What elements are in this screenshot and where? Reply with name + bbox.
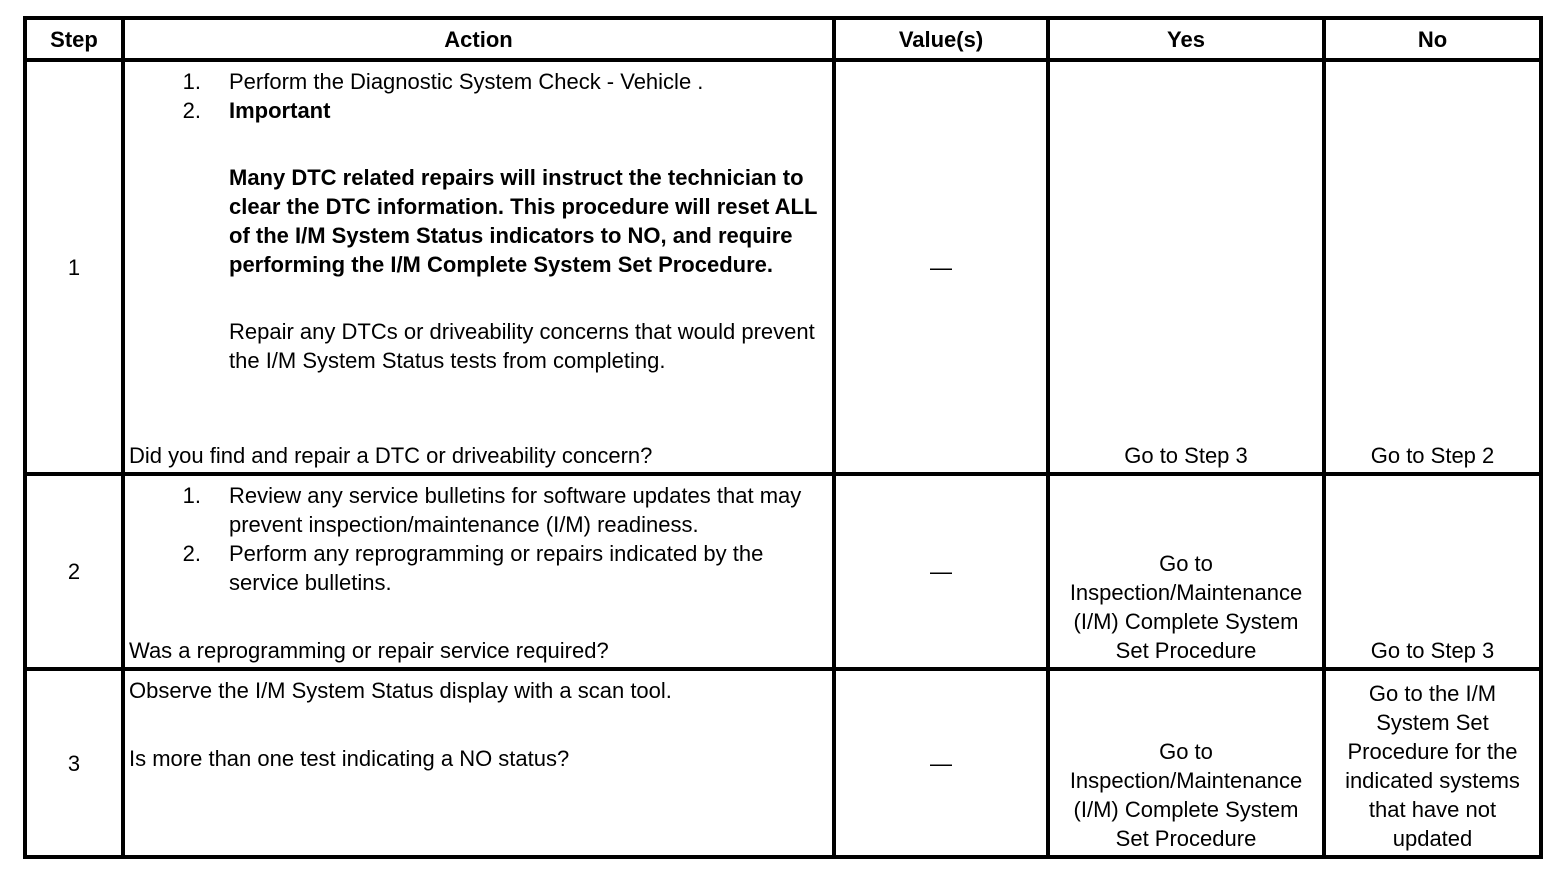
table-row [25,60,1541,474]
question-text: Is more than one test indicating a NO status? [129,746,570,771]
header-no: No [1324,18,1541,60]
observe-text: Observe the I/M System Status display with a scan tool. [129,678,672,703]
yes-cell: Go to Inspection/Maintenance (I/M) Complete System Set Procedure [1048,474,1324,669]
table-row [25,474,1541,669]
header-row [25,18,1541,60]
step-number: 2 [25,474,123,669]
list-item: 2. Perform any reprogramming or repairs indicated by the service bulletins. [182,541,764,595]
header-action: Action [123,18,834,60]
question-text: Did you find and repair a DTC or driveability concern? [129,443,653,468]
question-text: Was a reprogramming or repair service required? [129,638,609,663]
header-yes: Yes [1048,18,1324,60]
yes-cell: Go to Step 3 [1048,60,1324,474]
list-item: 1. Perform the Diagnostic System Check - Vehicle . [182,69,704,94]
value-dash: — [930,254,952,280]
list-item: 2. Important [129,96,830,125]
diagnostic-table [23,16,1543,859]
step-number: 3 [25,669,123,857]
action-cell [123,669,834,857]
header-step: Step [25,18,123,60]
important-label: Important [229,98,331,123]
yes-cell: Go to Inspection/Maintenance (I/M) Complete System Set Procedure [1048,669,1324,857]
no-cell: Go to the I/M System Set Procedure for the indicated systems that have not updated [1324,669,1541,857]
value-cell [834,60,1048,474]
value-dash: — [930,750,952,776]
list-item: 1. Review any service bulletins for software updates that may prevent inspection/maintenance (I/M) readiness. [182,483,802,537]
value-cell [834,474,1048,669]
important-note: Many DTC related repairs will instruct the technician to clear the DTC information. This procedure will reset ALL of the I/M System Status indicators to NO, and require performing the I/M Complete System Set Procedure. [229,165,817,277]
action-cell [123,60,834,474]
step-number: 1 [25,60,123,474]
value-cell [834,669,1048,857]
action-cell [123,474,834,669]
no-cell: Go to Step 3 [1324,474,1541,669]
instruction-text: Repair any DTCs or driveability concerns that would prevent the I/M System Status tests from completing. [229,319,815,373]
no-cell: Go to Step 2 [1324,60,1541,474]
value-dash: — [930,559,952,584]
header-values: Value(s) [834,18,1048,60]
table-row [25,669,1541,857]
